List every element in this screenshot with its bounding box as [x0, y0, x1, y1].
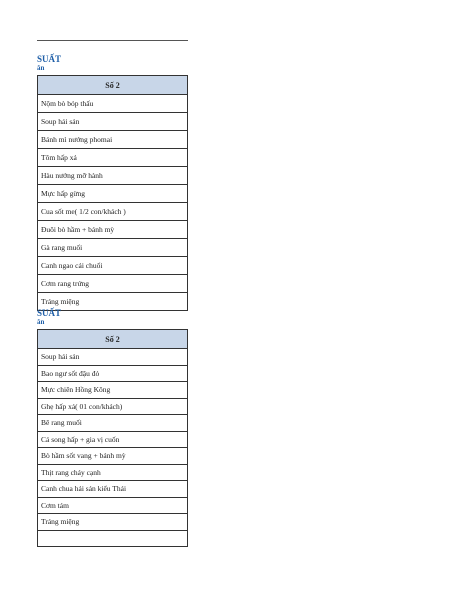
menu-subtitle: ăn	[37, 318, 45, 326]
menu-table	[37, 329, 188, 547]
menu-item: Soup hải sản	[38, 113, 188, 131]
menu-item: Cá song hấp + gia vị cuốn	[38, 431, 188, 448]
menu-item: Đuôi bò hầm + bánh mỳ	[38, 221, 188, 239]
menu-item: Thịt rang cháy cạnh	[38, 464, 188, 481]
menu-item: Bò hầm sốt vang + bánh mỳ	[38, 448, 188, 465]
menu-item: Bao ngư sốt đậu đỏ	[38, 365, 188, 382]
menu-item: Cơm tám	[38, 497, 188, 514]
menu-item: Hàu nướng mỡ hành	[38, 167, 188, 185]
menu-item: Gà rang muối	[38, 239, 188, 257]
menu-header: Số 2	[38, 330, 188, 349]
menu-item: Tráng miệng	[38, 514, 188, 531]
menu-item: Soup hải sản	[38, 349, 188, 366]
menu-item: Bê rang muối	[38, 415, 188, 432]
menu-item: Tôm hấp xả	[38, 149, 188, 167]
menu-item: Tráng miệng	[38, 293, 188, 311]
menu-title: SUẤT	[37, 54, 62, 64]
menu-item: Mực hấp gừng	[38, 185, 188, 203]
menu-item: Canh chua hải sản kiểu Thái	[38, 481, 188, 498]
menu-item: Cua sốt me( 1/2 con/khách )	[38, 203, 188, 221]
menu-section-2	[37, 308, 188, 547]
menu-title: SUẤT	[37, 308, 62, 318]
menu-header: Số 2	[38, 76, 188, 95]
menu-item: Canh ngao cải chuối	[38, 257, 188, 275]
menu-item: Mực chiên Hồng Kông	[38, 382, 188, 399]
menu-item: Nộm bò bóp thấu	[38, 95, 188, 113]
menu-table	[37, 75, 188, 311]
menu-item: Cơm rang trứng	[38, 275, 188, 293]
menu-item-empty	[38, 530, 188, 547]
menu-item: Ghẹ hấp xả( 01 con/khách)	[38, 398, 188, 415]
menu-section-1	[37, 54, 188, 311]
menu-item: Bánh mì nướng phomai	[38, 131, 188, 149]
top-divider	[37, 40, 188, 41]
menu-subtitle: ăn	[37, 64, 45, 72]
